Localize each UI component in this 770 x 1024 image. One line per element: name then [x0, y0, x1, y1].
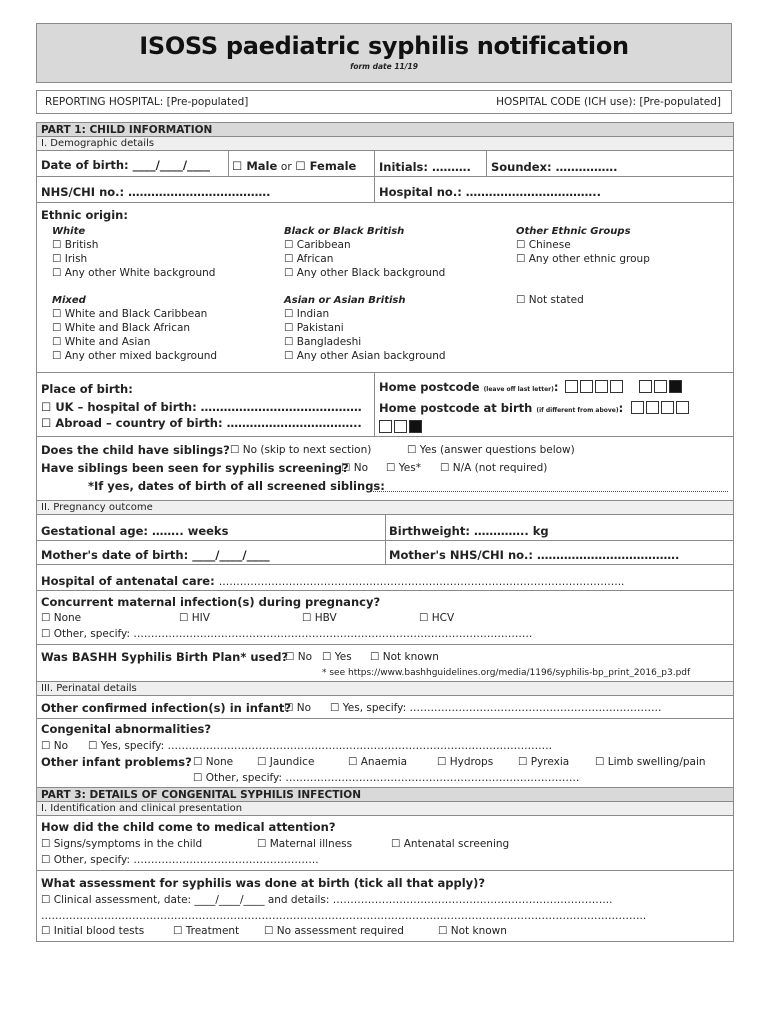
form-title: ISOSS paediatric syphilis notification: [139, 32, 629, 60]
home-postcode-birth-boxes[interactable]: [631, 397, 691, 416]
problem-hydrops[interactable]: ☐ Hydrops: [437, 756, 494, 768]
mother-dob-field[interactable]: Mother's date of birth: ____/____/____: [41, 548, 270, 562]
asian-heading: Asian or Asian British: [284, 295, 406, 306]
nhs-field[interactable]: NHS/CHI no.: ……………………………….: [41, 185, 271, 199]
assessment-blood-tests[interactable]: ☐ Initial blood tests: [41, 925, 145, 937]
uk-hospital-field[interactable]: ☐ UK – hospital of birth: ……………………………………: [41, 400, 362, 414]
home-postcode-label: Home postcode (leave off last letter):: [379, 380, 559, 394]
eth-caribbean[interactable]: ☐ Caribbean: [284, 239, 351, 251]
bashh-note-link[interactable]: * see https://www.bashhguidelines.org/media/1196/syphilis-bp_print_2016_p3.pdf: [322, 668, 691, 678]
form-date: form date 11/19: [350, 62, 418, 71]
siblings-yes[interactable]: ☐ Yes (answer questions below): [407, 444, 575, 456]
infant-problems-question: Other infant problems?: [41, 755, 192, 769]
eth-white-asian[interactable]: ☐ White and Asian: [52, 336, 151, 348]
assessment-treatment[interactable]: ☐ Treatment: [173, 925, 240, 937]
attention-maternal[interactable]: ☐ Maternal illness: [257, 838, 353, 850]
eth-white-black-caribbean[interactable]: ☐ White and Black Caribbean: [52, 308, 208, 320]
siblings-no[interactable]: ☐ No (skip to next section): [230, 444, 372, 456]
perinatal-heading: III. Perinatal details: [37, 682, 733, 695]
demographic-heading: I. Demographic details: [37, 137, 733, 150]
eth-bangladeshi[interactable]: ☐ Bangladeshi: [284, 336, 362, 348]
eth-white-black-african[interactable]: ☐ White and Black African: [52, 322, 191, 334]
eth-chinese[interactable]: ☐ Chinese: [516, 239, 571, 251]
other-infection-yes[interactable]: ☐ Yes, specify: ………………………………………………………………: [330, 702, 662, 714]
assessment-question: What assessment for syphilis was done at birth (tick all that apply)?: [41, 876, 486, 890]
eth-other-white[interactable]: ☐ Any other White background: [52, 267, 216, 279]
white-heading: White: [52, 226, 86, 237]
eth-pakistani[interactable]: ☐ Pakistani: [284, 322, 344, 334]
eth-indian[interactable]: ☐ Indian: [284, 308, 330, 320]
assessment-not-required[interactable]: ☐ No assessment required: [264, 925, 404, 937]
title-box: [36, 23, 732, 83]
birthweight-field[interactable]: Birthweight: ………….. kg: [389, 524, 549, 538]
eth-not-stated[interactable]: ☐ Not stated: [516, 294, 584, 306]
attention-antenatal[interactable]: ☐ Antenatal screening: [391, 838, 510, 850]
screened-dates-field[interactable]: [368, 491, 728, 492]
bashh-not-known[interactable]: ☐ Not known: [370, 651, 439, 663]
other-infection-no[interactable]: ☐ No: [284, 702, 312, 714]
concurrent-hiv[interactable]: ☐ HIV: [179, 612, 210, 624]
congenital-question: Congenital abnormalities?: [41, 722, 212, 736]
pregnancy-heading: II. Pregnancy outcome: [37, 501, 733, 514]
ethnic-origin-label: Ethnic origin:: [41, 208, 128, 222]
concurrent-none[interactable]: ☐ None: [41, 612, 82, 624]
attention-signs[interactable]: ☐ Signs/symptoms in the child: [41, 838, 203, 850]
soundex-field[interactable]: Soundex: …………….: [491, 160, 618, 174]
hospital-code: HOSPITAL CODE (ICH use): [Pre-populated]: [496, 96, 721, 108]
bashh-no[interactable]: ☐ No: [285, 651, 313, 663]
antenatal-hospital-field[interactable]: Hospital of antenatal care: ……………………………………………………………………………………………………..: [41, 574, 625, 588]
concurrent-other[interactable]: ☐ Other, specify: ……………………………………………………………………………………………………: [41, 628, 533, 640]
bashh-yes[interactable]: ☐ Yes: [322, 651, 352, 663]
part1-heading: PART 1: CHILD INFORMATION: [37, 123, 733, 136]
dob-field[interactable]: Date of birth: ____/____/____: [41, 158, 211, 172]
other-heading: Other Ethnic Groups: [516, 226, 631, 237]
problem-other[interactable]: ☐ Other, specify: …………………………………………………………………………: [193, 772, 580, 784]
reporting-hospital-box: [36, 90, 732, 114]
mother-nhs-field[interactable]: Mother's NHS/CHI no.: ……………………………….: [389, 548, 680, 562]
black-heading: Black or Black British: [284, 226, 405, 237]
siblings-question: Does the child have siblings?: [41, 443, 230, 457]
assessment-not-known[interactable]: ☐ Not known: [438, 925, 507, 937]
screening-yes[interactable]: ☐ Yes*: [386, 462, 421, 474]
eth-african[interactable]: ☐ African: [284, 253, 334, 265]
eth-other-asian[interactable]: ☐ Any other Asian background: [284, 350, 446, 362]
congenital-no[interactable]: ☐ No: [41, 740, 69, 752]
eth-british[interactable]: ☐ British: [52, 239, 99, 251]
concurrent-hbv[interactable]: ☐ HBV: [302, 612, 337, 624]
problem-limb-swelling[interactable]: ☐ Limb swelling/pain: [595, 756, 706, 768]
congenital-yes[interactable]: ☐ Yes, specify: …………………………………………..……………………………………………………: [88, 740, 553, 752]
home-postcode-boxes[interactable]: [565, 376, 684, 395]
screening-na[interactable]: ☐ N/A (not required): [440, 462, 548, 474]
eth-other-mixed[interactable]: ☐ Any other mixed background: [52, 350, 218, 362]
gestational-age-field[interactable]: Gestational age: …….. weeks: [41, 524, 229, 538]
mixed-heading: Mixed: [52, 295, 86, 306]
eth-other-black[interactable]: ☐ Any other Black background: [284, 267, 446, 279]
problem-jaundice[interactable]: ☐ Jaundice: [257, 756, 315, 768]
attention-question: How did the child come to medical attention?: [41, 820, 336, 834]
assessment-clinical[interactable]: ☐ Clinical assessment, date: ____/____/____ and details: ……………………………………………………………………..: [41, 894, 613, 906]
assessment-details-line[interactable]: ………………………………………………………………………………………………………………………………………………………..: [41, 910, 647, 922]
problem-anaemia[interactable]: ☐ Anaemia: [348, 756, 408, 768]
abroad-country-field[interactable]: ☐ Abroad – country of birth: ……………………………..: [41, 416, 362, 430]
identification-heading: I. Identification and clinical presentation: [37, 802, 733, 815]
screening-no[interactable]: ☐ No: [341, 462, 369, 474]
problem-none[interactable]: ☐ None: [193, 756, 234, 768]
male-checkbox[interactable]: ☐ Male or ☐ Female: [232, 159, 357, 173]
screened-dates-label: *If yes, dates of birth of all screened siblings:: [88, 479, 385, 493]
hospital-no-field[interactable]: Hospital no.: ……………………………..: [379, 185, 602, 199]
screening-question: Have siblings been seen for syphilis screening?: [41, 461, 349, 475]
eth-other-group[interactable]: ☐ Any other ethnic group: [516, 253, 650, 265]
problem-pyrexia[interactable]: ☐ Pyrexia: [518, 756, 570, 768]
eth-irish[interactable]: ☐ Irish: [52, 253, 88, 265]
home-postcode-birth-label: Home postcode at birth (if different from above):: [379, 401, 624, 415]
other-infection-question: Other confirmed infection(s) in infant?: [41, 701, 292, 715]
concurrent-infection-question: Concurrent maternal infection(s) during pregnancy?: [41, 595, 381, 609]
part3-heading: PART 3: DETAILS OF CONGENITAL SYPHILIS INFECTION: [37, 788, 733, 801]
bashh-question: Was BASHH Syphilis Birth Plan* used?: [41, 650, 289, 664]
attention-other[interactable]: ☐ Other, specify: ……………………………………………..: [41, 854, 319, 866]
initials-field[interactable]: Initials: ……….: [379, 160, 471, 174]
postcode-birth-boxes-2[interactable]: [379, 416, 424, 435]
place-of-birth-label: Place of birth:: [41, 382, 133, 396]
concurrent-hcv[interactable]: ☐ HCV: [419, 612, 455, 624]
reporting-hospital: REPORTING HOSPITAL: [Pre-populated]: [45, 96, 249, 108]
